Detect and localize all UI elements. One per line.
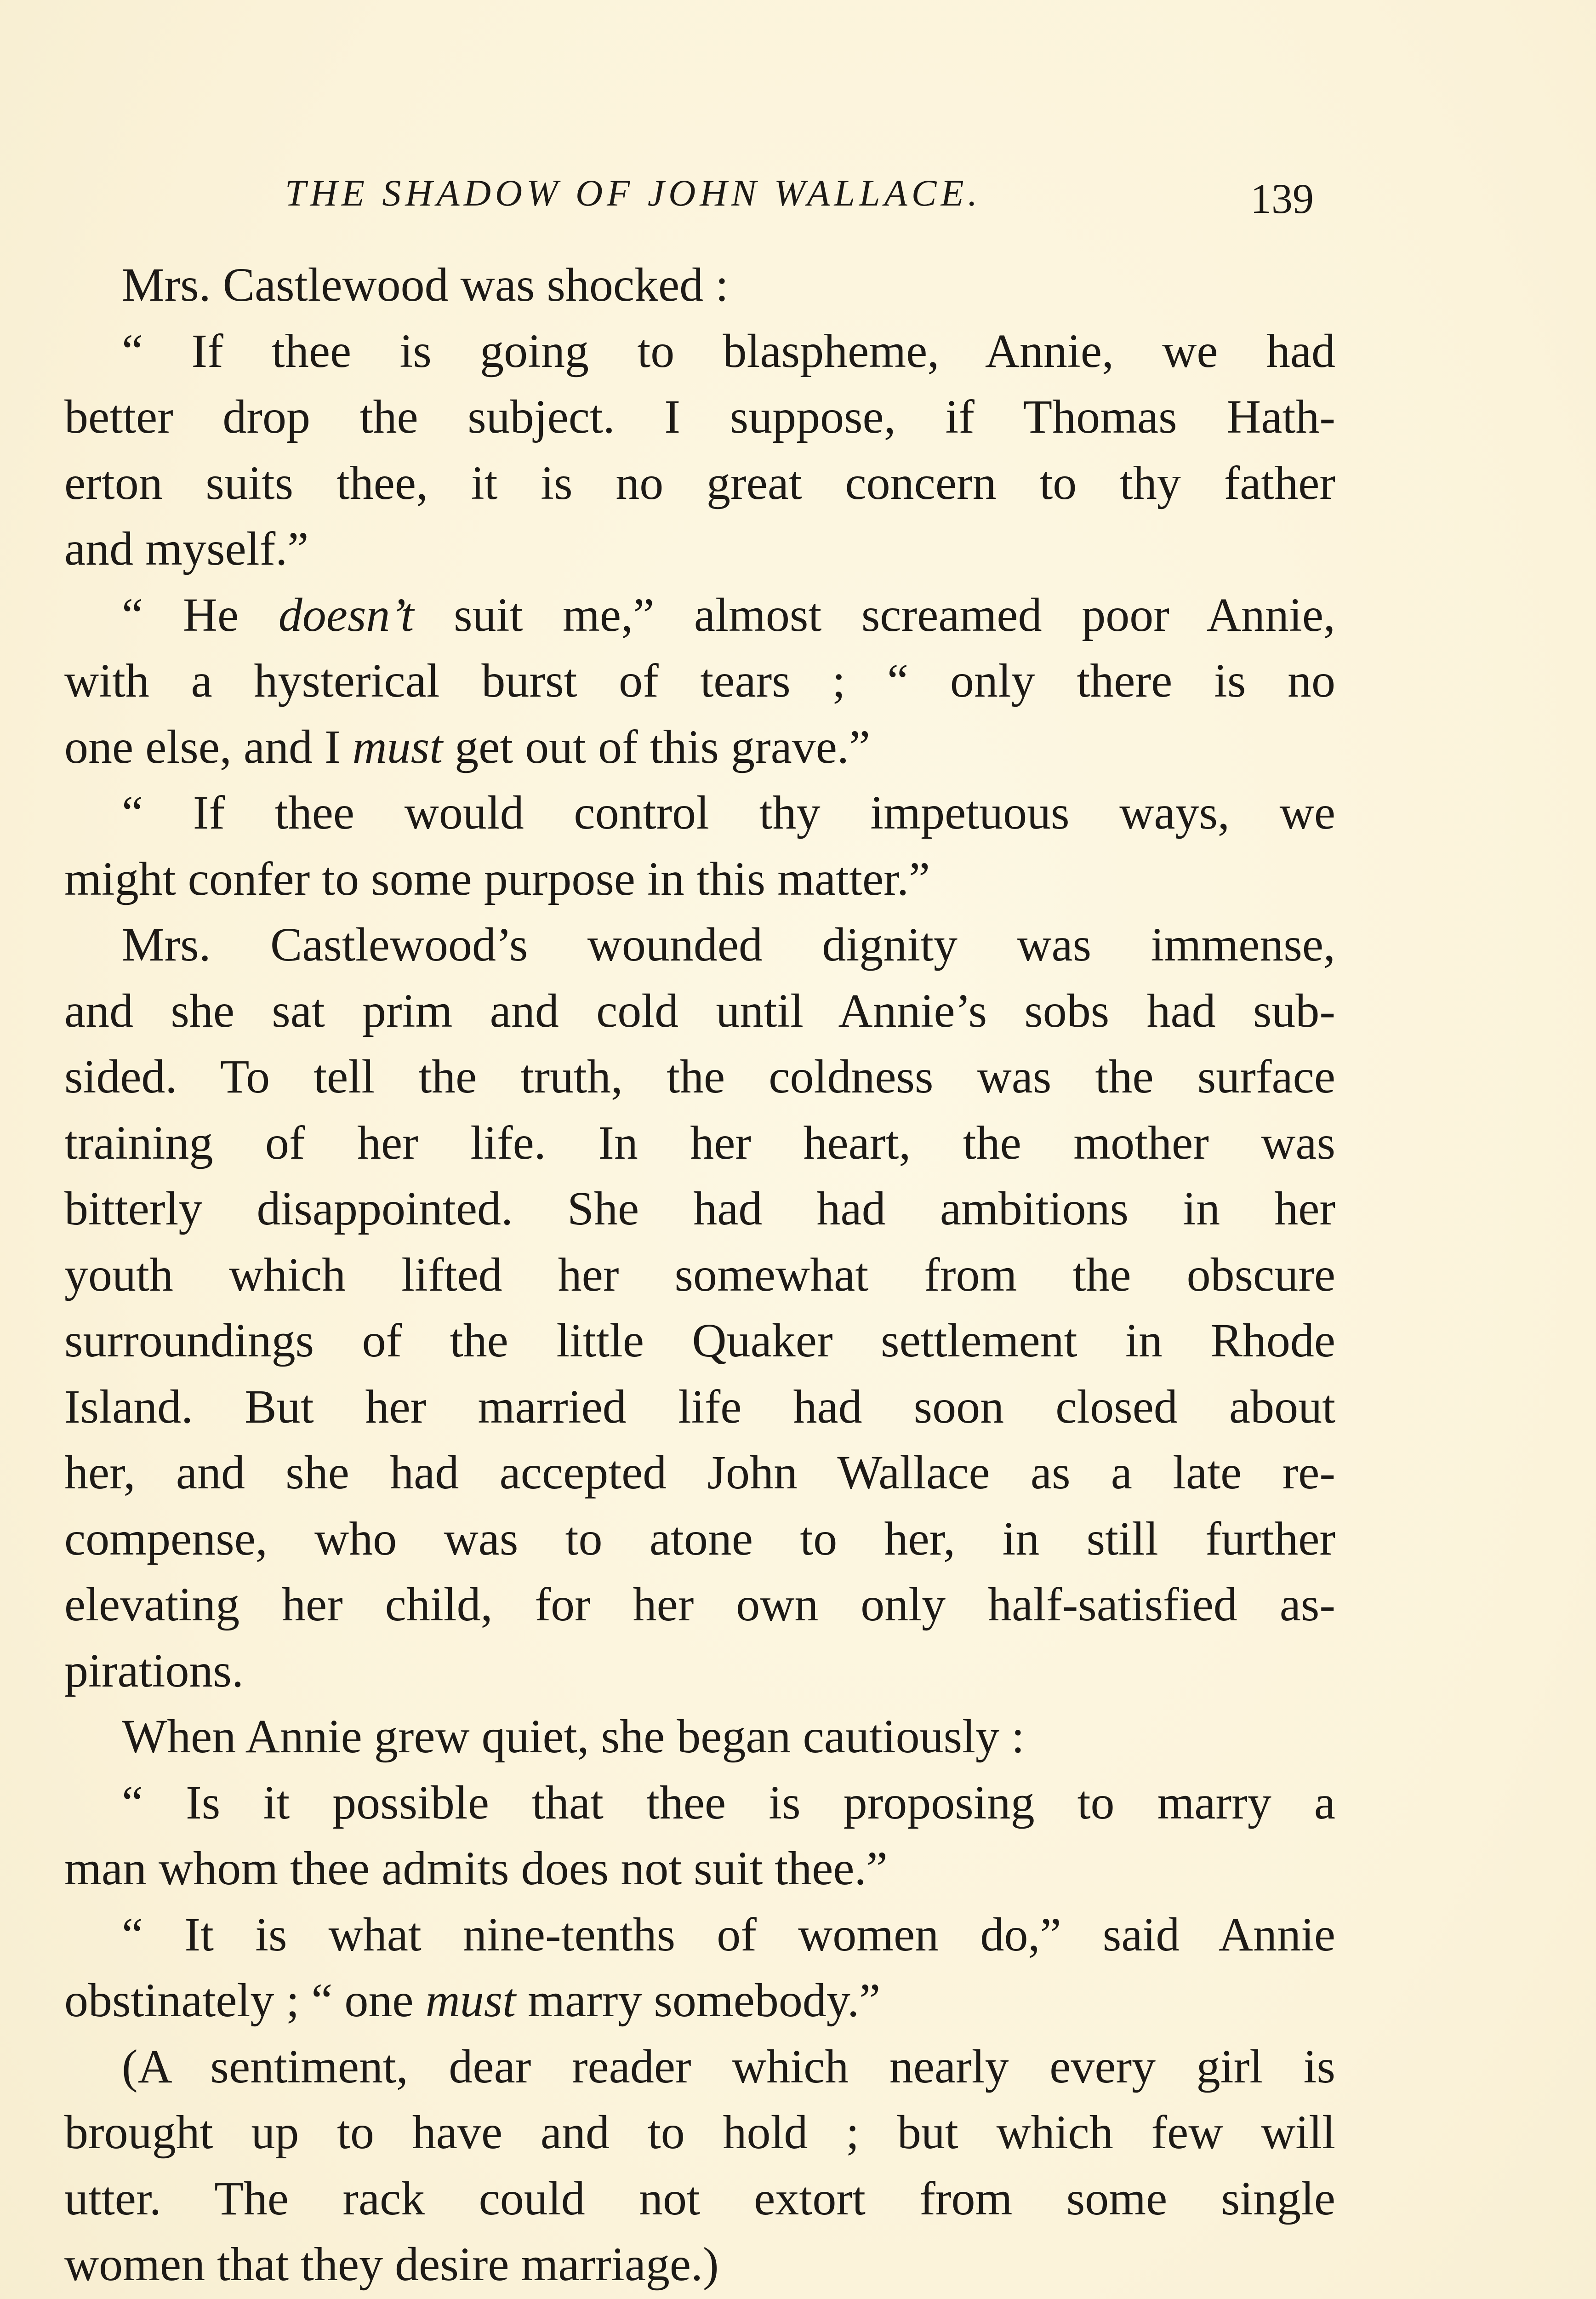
text-segment: surroundings of the little Quaker settlement in Rhode [64,1314,1335,1367]
text-line [64,912,1335,978]
text-segment: erton suits thee, it is no great concern to thy father [64,456,1335,509]
text-segment: suit me,” almost screamed poor Annie, [414,588,1335,641]
text-segment: “ He [122,588,279,641]
text-segment: and she sat prim and cold until Annie’s sobs had sub- [64,984,1335,1037]
text-line [64,1638,1335,1704]
text-segment: utter. The rack could not extort from some single [64,2172,1335,2225]
text-line [64,2231,1335,2298]
text-segment: pirations. [64,1644,244,1697]
text-line [64,384,1335,450]
body-text [64,252,1335,2299]
text-segment: man whom thee admits does not suit thee.” [64,1842,888,1895]
text-line [64,1770,1335,1836]
text-line [64,252,1335,318]
text-segment: get out of this grave.” [443,720,871,773]
text-segment: sided. To tell the truth, the coldness was the surface [64,1050,1335,1103]
text-line [64,2298,1335,2299]
running-head: THE SHADOW OF JOHN WALLACE. [285,172,982,214]
text-line [64,1704,1335,1770]
text-line [64,2166,1335,2232]
text-segment: “ If thee would control thy impetuous ways, we [122,786,1335,839]
text-line [64,1044,1335,1110]
text-segment: training of her life. In her heart, the mother was [64,1116,1335,1169]
text-segment: might confer to some purpose in this matter.” [64,852,930,905]
text-segment: Island. But her married life had soon closed about [64,1380,1335,1433]
emphasis-text: doesn’t [278,588,414,641]
text-segment: youth which lifted her somewhat from the obscure [64,1248,1335,1301]
text-line [64,1374,1335,1440]
text-line [64,1440,1335,1506]
text-segment: (A sentiment, dear reader which nearly every girl is [122,2040,1335,2093]
text-segment: Mrs. Castlewood’s wounded dignity was immense, [122,918,1335,971]
text-segment: “ If thee is going to blaspheme, Annie, we had [122,324,1335,377]
text-segment: her, and she had accepted John Wallace as a late re- [64,1446,1335,1499]
text-segment: bitterly disappointed. She had had ambitions in her [64,1182,1335,1235]
text-line [64,1110,1335,1176]
text-line [64,780,1335,846]
text-line [64,648,1335,714]
text-segment: “ It is what nine-tenths of women do,” said Annie [122,1908,1335,1961]
page-number: 139 [1250,175,1314,222]
text-segment: better drop the subject. I suppose, if Thomas Hath- [64,390,1335,443]
text-segment: brought up to have and to hold ; but which few will [64,2106,1335,2159]
text-line [64,1902,1335,1968]
text-line [64,450,1335,516]
text-line [64,978,1335,1044]
text-segment: elevating her child, for her own only half-satisfied as- [64,1578,1335,1631]
text-line [64,1308,1335,1374]
text-segment: women that they desire marriage.) [64,2238,719,2291]
text-line [64,582,1335,648]
text-segment: marry somebody.” [516,1974,881,2027]
text-line [64,846,1335,912]
text-segment: and myself.” [64,522,309,575]
text-line [64,1572,1335,1638]
text-line [64,1242,1335,1308]
text-segment: with a hysterical burst of tears ; “ only there is no [64,654,1335,707]
text-line [64,2099,1335,2166]
text-segment: Mrs. Castlewood was shocked : [122,258,729,311]
text-segment: one else, and I [64,720,353,773]
text-line [64,318,1335,384]
emphasis-text: must [425,1974,516,2027]
text-segment: “ Is it possible that thee is proposing to marry a [122,1776,1335,1829]
text-line [64,2034,1335,2100]
text-line [64,1176,1335,1242]
text-line [64,714,1335,780]
text-line [64,1836,1335,1902]
text-segment: obstinately ; “ one [64,1974,426,2027]
text-segment: When Annie grew quiet, she began cautiously : [122,1710,1025,1763]
text-line [64,1967,1335,2034]
emphasis-text: must [352,720,443,773]
text-line [64,1506,1335,1572]
text-line [64,516,1335,582]
text-segment: compense, who was to atone to her, in still further [64,1512,1335,1565]
